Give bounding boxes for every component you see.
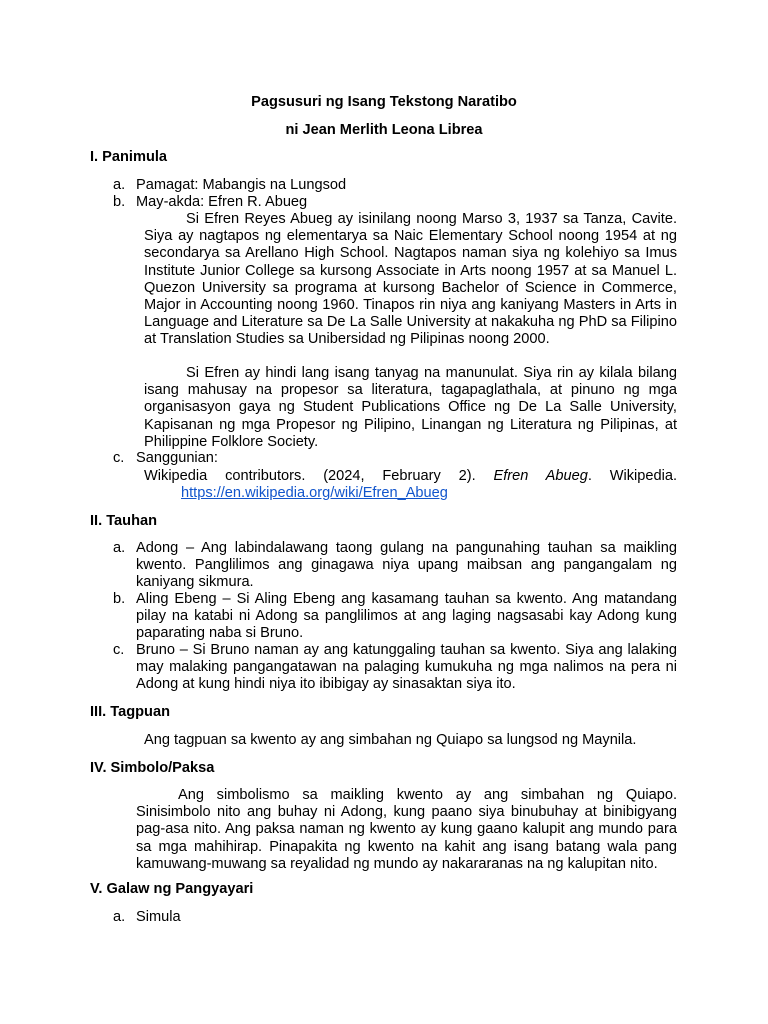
reference-suffix: . Wikipedia.: [587, 468, 678, 484]
list-marker: a.: [113, 540, 126, 556]
section-heading-galaw: V. Galaw ng Pangyayari: [90, 881, 254, 897]
author-line: ni Jean Merlith Leona Librea: [285, 122, 483, 138]
reference-citation: [144, 468, 677, 485]
character-adong: Adong – Ang labindalawang taong gulang na pangunahing tauhan sa maikling kwento. Panglilimos ang ginagawa niya upang maibsan ang pangangalam ng kaniyang sikmura.: [136, 540, 677, 591]
list-marker: c.: [113, 642, 125, 658]
biography-paragraph-2: Si Efren ay hindi lang isang tanyag na manunulat. Siya rin ay kilala bilang isang mahusay na propesor sa literatura, tagapaglathala, at pinuno ng mga organisasyon gaya ng Student Publications Office ng De La Salle University, Kapisanan ng mga Propesor ng Pilipino, Linangan ng Literatura ng Pilipinas, at Philippine Folklore Society.: [144, 365, 677, 450]
section-heading-tauhan: II. Tauhan: [90, 513, 158, 529]
section-heading-panimula: I. Panimula: [90, 149, 168, 165]
setting-paragraph: Ang tagpuan sa kwento ay ang simbahan ng Quiapo sa lungsod ng Maynila.: [144, 732, 637, 748]
reference-link[interactable]: https://en.wikipedia.org/wiki/Efren_Abueg: [181, 485, 448, 501]
reference-prefix: Wikipedia contributors. (2024, February 2).: [144, 468, 476, 484]
title-item: Pamagat: Mabangis na Lungsod: [136, 177, 347, 193]
list-marker: a.: [113, 909, 126, 925]
reference-item: Sanggunian:: [136, 450, 218, 466]
section-heading-tagpuan: III. Tagpuan: [90, 704, 170, 720]
biography-paragraph-1: Si Efren Reyes Abueg ay isinilang noong Marso 3, 1937 sa Tanza, Cavite. Siya ay nagtapos ng elementarya sa Naic Elementary School noong 1954 at ng secondarya sa Arellano High School. Nagtapos naman siya ng kolehiyo sa Imus Institute Junior College sa kursong Associate in Arts noong 1957 at sa Manuel L. Quezon University sa programa at kursong Bachelor of Science in Commerce, Major in Accounting noong 1960. Tinapos rin niya ang kaniyang Masters in Arts in Language and Literature sa De La Salle University at nakakuha ng PhD sa Filipino at Translation Studies sa Unibersidad ng Pilipinas noong 2000.: [144, 211, 677, 348]
symbol-paragraph: Ang simbolismo sa maikling kwento ay ang simbahan ng Quiapo. Sinisimbolo nito ang buhay ni Adong, kung paano siya binubuhay at binibigyang pag-asa nito. Ang paksa naman ng kwento ay kung gaano kalupit ang mundo para sa mga mahihirap. Pinapakita ng kwento na kahit ang isang batang wala pang kamuwang-muwang sa reyalidad ng mundo ay nakararanas na ng kalupitan nito.: [136, 787, 677, 872]
list-marker: b.: [113, 194, 126, 210]
list-marker: b.: [113, 591, 126, 607]
list-marker: c.: [113, 450, 125, 466]
document-title: Pagsusuri ng Isang Tekstong Naratibo: [251, 94, 517, 110]
character-aling-ebeng: Aling Ebeng – Si Aling Ebeng ang kasamang tauhan sa kwento. Ang matandang pilay na katabi ni Adong sa panglilimos at ang laging nagsasabi kay Adong kung paparating naba si Bruno.: [136, 591, 677, 642]
plot-item-simula: Simula: [136, 909, 181, 925]
section-heading-simbolo: IV. Simbolo/Paksa: [90, 760, 215, 776]
reference-title: Efren Abueg: [493, 468, 588, 484]
character-bruno: Bruno – Si Bruno naman ay ang katunggaling tauhan sa kwento. Siya ang lalaking may malaking pangangatawan na palaging kumukuha ng mga nalimos na pera ni Adong at kung hindi niya ito ibibigay ay sinasaktan siya ito.: [136, 642, 677, 693]
list-marker: a.: [113, 177, 126, 193]
author-item: May-akda: Efren R. Abueg: [136, 194, 308, 210]
